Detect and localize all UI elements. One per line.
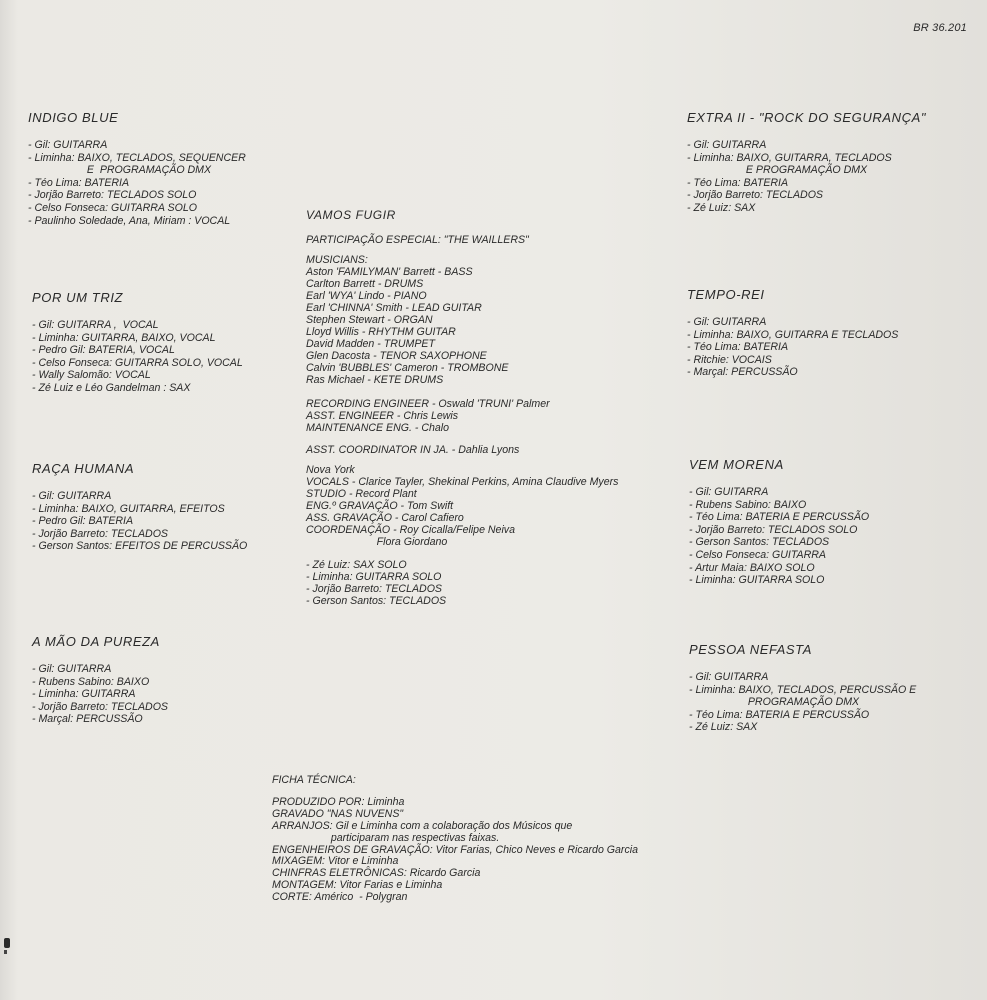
ny-line: ENG.º GRAVAÇÃO - Tom Swift	[306, 500, 454, 512]
credit-line: - Celso Fonseca: GUITARRA	[689, 548, 826, 561]
track-title: PESSOA NEFASTA	[689, 642, 813, 657]
credit-line: - Liminha: BAIXO, TECLADOS, SEQUENCER	[28, 151, 246, 164]
technical-credits	[272, 775, 638, 904]
credit-list	[28, 139, 246, 227]
credit-line: - Liminha: BAIXO, GUITARRA E TECLADOS	[687, 328, 899, 341]
credit-line: - Gil: GUITARRA	[689, 671, 769, 683]
ficha-line: CORTE: Américo - Polygran	[272, 891, 408, 904]
credit-line: - Liminha: GUITARRA	[32, 688, 136, 701]
ficha-line: CHINFRAS ELETRÔNICAS: Ricardo Garcia	[272, 867, 481, 880]
ny-line: COORDENAÇÃO - Roy Cicalla/Felipe Neiva	[306, 524, 515, 536]
ficha-line: ARRANJOS: Gil e Liminha com a colaboração dos Músicos que	[272, 819, 573, 832]
ficha-line: MIXAGEM: Vitor e Liminha	[272, 855, 399, 868]
credit-line: - Jorjão Barreto: TECLADOS SOLO	[689, 523, 858, 536]
credit-line: - Gil: GUITARRA	[28, 139, 108, 151]
coordinator-line: ASST. COORDINATOR IN JA. - Dahlia Lyons	[306, 444, 520, 456]
extra-credit-line: - Jorjão Barreto: TECLADOS	[306, 583, 442, 595]
credit-line: - Liminha: BAIXO, GUITARRA, EFEITOS	[32, 502, 225, 515]
ny-line: Nova York	[306, 464, 355, 476]
ficha-line: MONTAGEM: Vitor Farias e Liminha	[272, 879, 443, 892]
credit-line: - Gerson Santos: EFEITOS DE PERCUSSÃO	[32, 540, 248, 553]
credit-line: - Jorjão Barreto: TECLADOS	[687, 189, 823, 202]
track-tempo-rei	[687, 287, 898, 379]
credit-line: - Marçal: PERCUSSÃO	[687, 366, 798, 379]
credit-line: E PROGRAMAÇÃO DMX	[28, 164, 212, 177]
musician-line: Ras Michael - KETE DRUMS	[306, 374, 444, 386]
credit-line: - Pedro Gil: BATERIA, VOCAL	[32, 344, 175, 357]
credit-line: - Zé Luiz e Léo Gandelman : SAX	[32, 381, 191, 394]
credit-list	[687, 316, 898, 379]
credit-line: E PROGRAMAÇÃO DMX	[687, 164, 868, 177]
credit-line: - Rubens Sabino: BAIXO	[689, 498, 807, 511]
track-raca-humana	[32, 461, 247, 553]
credit-line: - Téo Lima: BATERIA	[28, 176, 130, 189]
credit-line: - Celso Fonseca: GUITARRA SOLO	[28, 201, 197, 214]
credit-line: - Rubens Sabino: BAIXO	[32, 675, 150, 688]
ny-line: STUDIO - Record Plant	[306, 488, 417, 500]
track-pessoa-nefasta	[689, 642, 916, 734]
credit-line: - Pedro Gil: BATERIA	[32, 515, 134, 528]
engineer-line: RECORDING ENGINEER - Oswald 'TRUNI' Palmer	[306, 398, 550, 410]
credit-line: - Téo Lima: BATERIA E PERCUSSÃO	[689, 708, 870, 721]
musician-line: Carlton Barrett - DRUMS	[306, 278, 424, 290]
credit-line: - Gil: GUITARRA	[32, 490, 112, 502]
musician-line: Lloyd Willis - RHYTHM GUITAR	[306, 326, 456, 338]
musician-line: Calvin 'BUBBLES' Cameron - TROMBONE	[306, 362, 509, 374]
track-title: VEM MORENA	[689, 457, 784, 472]
catalog-number: BR 36.201	[913, 22, 967, 34]
credit-line: - Liminha: GUITARRA SOLO	[689, 574, 825, 587]
track-vem-morena	[689, 457, 869, 587]
credit-list	[687, 139, 926, 215]
track-por-um-triz	[32, 290, 243, 395]
credit-line: - Jorjão Barreto: TECLADOS	[32, 527, 168, 540]
engineer-line: MAINTENANCE ENG. - Chalo	[306, 422, 450, 434]
special-participation: PARTICIPAÇÃO ESPECIAL: "THE WAILLERS"	[306, 234, 529, 246]
credit-line: - Liminha: BAIXO, GUITARRA, TECLADOS	[687, 151, 892, 164]
ink-blemish	[4, 938, 10, 948]
track-title: VAMOS FUGIR	[306, 208, 396, 222]
credit-line: - Gil: GUITARRA	[687, 316, 767, 328]
ficha-line: GRAVADO "NAS NUVENS"	[272, 807, 404, 820]
credit-list	[32, 490, 247, 553]
credit-line: - Zé Luiz: SAX	[689, 721, 758, 734]
credit-line: - Liminha: GUITARRA, BAIXO, VOCAL	[32, 331, 216, 344]
ficha-line: PRODUZIDO POR: Liminha	[272, 795, 405, 808]
musicians-header: MUSICIANS:	[306, 254, 368, 266]
credit-line: - Paulinho Soledade, Ana, Miriam : VOCAL	[28, 214, 231, 227]
credit-line: - Wally Salomão: VOCAL	[32, 369, 151, 382]
credit-line: - Téo Lima: BATERIA E PERCUSSÃO	[689, 511, 870, 524]
track-vamos-fugir	[306, 208, 618, 607]
credit-line: - Jorjão Barreto: TECLADOS	[32, 700, 168, 713]
track-title: POR UM TRIZ	[32, 290, 124, 305]
ny-line: VOCALS - Clarice Tayler, Shekinal Perkins, Amina Claudive Myers	[306, 476, 619, 488]
credit-line: - Téo Lima: BATERIA	[687, 341, 789, 354]
track-title: INDIGO BLUE	[28, 110, 119, 125]
credit-list	[689, 486, 869, 587]
credit-line: - Ritchie: VOCAIS	[687, 353, 772, 366]
credit-line: - Jorjão Barreto: TECLADOS SOLO	[28, 189, 197, 202]
extra-credit-line: - Liminha: GUITARRA SOLO	[306, 571, 442, 583]
credit-line: PROGRAMAÇÃO DMX	[689, 696, 860, 709]
track-a-mao-da-pureza	[32, 634, 168, 726]
credit-line: - Gil: GUITARRA	[32, 663, 112, 675]
musician-line: David Madden - TRUMPET	[306, 338, 435, 350]
musician-line: Earl 'WYA' Lindo - PIANO	[306, 290, 427, 302]
extra-credit-line: - Gerson Santos: TECLADOS	[306, 595, 447, 607]
track-title: A MÃO DA PUREZA	[32, 634, 160, 649]
musician-line: Aston 'FAMILYMAN' Barrett - BASS	[306, 266, 473, 278]
credit-list	[32, 319, 243, 395]
ficha-line: ENGENHEIROS DE GRAVAÇÃO: Vitor Farias, Chico Neves e Ricardo Garcia	[272, 843, 638, 856]
credit-line: - Liminha: BAIXO, TECLADOS, PERCUSSÃO E	[689, 683, 917, 696]
credit-line: - Celso Fonseca: GUITARRA SOLO, VOCAL	[32, 356, 243, 369]
track-title: RAÇA HUMANA	[32, 461, 135, 476]
credit-line: - Artur Maia: BAIXO SOLO	[689, 561, 815, 574]
credit-line: - Gerson Santos: TECLADOS	[689, 536, 830, 549]
track-title: TEMPO-REI	[687, 287, 765, 302]
musician-line: Earl 'CHINNA' Smith - LEAD GUITAR	[306, 302, 482, 314]
ny-line: ASS. GRAVAÇÃO - Carol Cafiero	[306, 512, 464, 524]
extra-credit-line: - Zé Luiz: SAX SOLO	[306, 559, 407, 571]
ficha-line: participaram nas respectivas faixas.	[272, 831, 500, 844]
engineer-line: ASST. ENGINEER - Chris Lewis	[306, 410, 459, 422]
ink-blemish	[4, 950, 7, 954]
credit-line: - Gil: GUITARRA	[689, 486, 769, 498]
credit-line: - Gil: GUITARRA	[687, 139, 767, 151]
musician-line: Stephen Stewart - ORGAN	[306, 314, 433, 326]
track-title: EXTRA II - "ROCK DO SEGURANÇA"	[687, 110, 927, 125]
credit-list	[32, 663, 168, 726]
credit-line: - Zé Luiz: SAX	[687, 201, 756, 214]
ny-line: Flora Giordano	[306, 536, 448, 548]
credit-line: - Gil: GUITARRA , VOCAL	[32, 319, 159, 331]
credit-line: - Téo Lima: BATERIA	[687, 176, 789, 189]
ficha-title: FICHA TÉCNICA:	[272, 774, 356, 786]
credit-list	[689, 671, 916, 734]
credit-line: - Marçal: PERCUSSÃO	[32, 713, 143, 726]
musician-line: Glen Dacosta - TENOR SAXOPHONE	[306, 350, 487, 362]
track-extra-ii	[687, 110, 926, 215]
track-indigo-blue	[28, 110, 246, 227]
